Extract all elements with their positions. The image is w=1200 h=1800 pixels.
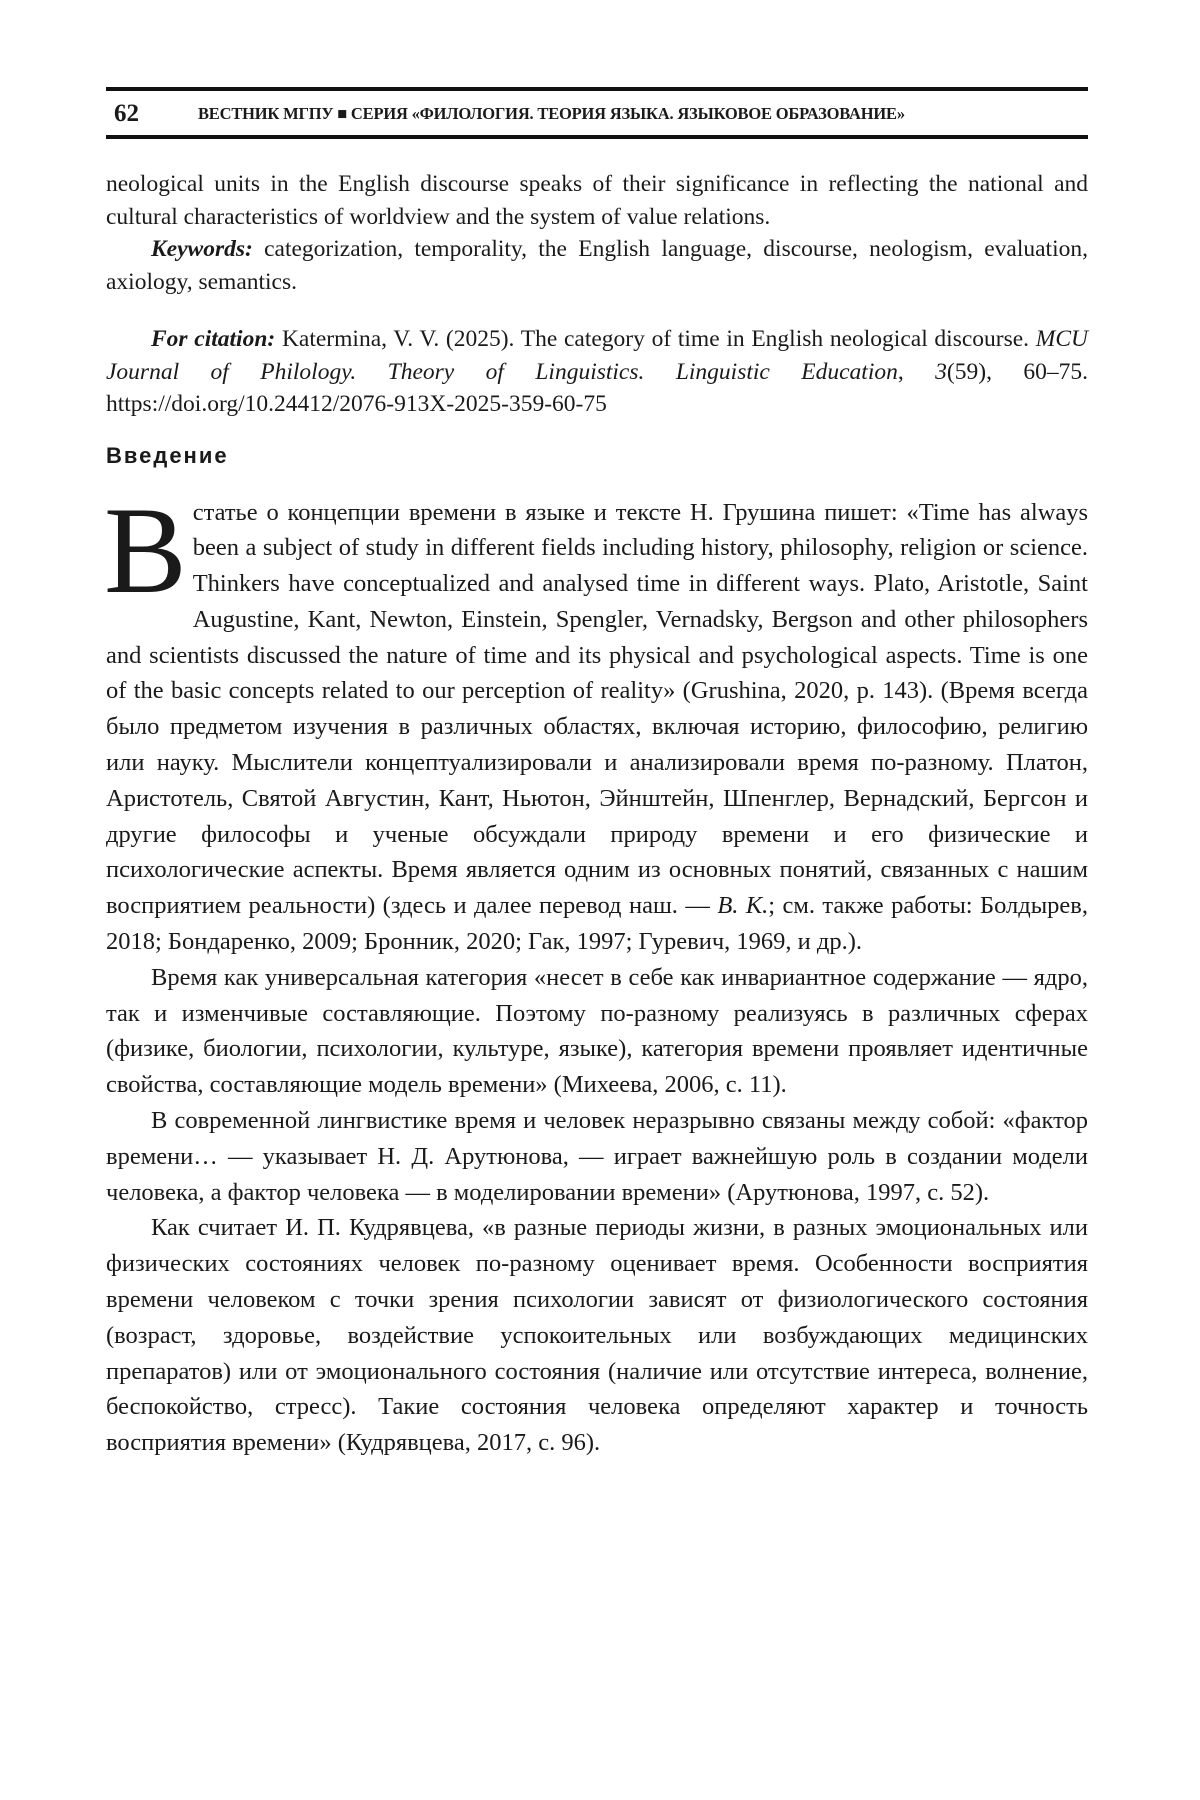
header-bottom-rule	[106, 135, 1088, 139]
citation-journal: MCU Journal of Philology. Theory of Linguistics. Linguistic Education	[106, 326, 1088, 385]
page-number: 62	[106, 100, 198, 128]
keywords	[106, 233, 1088, 298]
page-content	[106, 168, 1088, 1461]
running-header	[106, 96, 1088, 132]
paragraph-1-refs: ; см. также работы: Болдырев, 2018; Бондаренко, 2009; Бронник, 2020; Гак, 1997; Гуревич, 1969, и др.).	[106, 892, 1088, 955]
paragraph-2: Время как универсальная категория «несет в себе как инвариантное содержание — ядро, так и изменчивые составляющие. Поэтому по-разному реализуясь в различных сферах (физике, биологии, психологии, культуре, языке), категория времени проявляет идентичные свойства, составляющие модель времени» (Михеева, 2006, с. 11).	[106, 960, 1088, 1103]
abstract-end: neological units in the English discourse speaks of their significance in reflecting the national and cultural characteristics of worldview and the system of value relations.	[106, 168, 1088, 233]
citation-doi: (59), 60–75. https://doi.org/10.24412/2076-913X-2025-359-60-75	[106, 359, 1088, 418]
citation-sep: ,	[898, 359, 935, 385]
paragraph-1	[106, 495, 1088, 960]
citation	[106, 323, 1088, 421]
paragraph-1-text: статье о концепции времени в языке и тексте Н. Грушина пишет: «Time has always been a subject of study in different fields including history, philosophy, religion or science. Thinkers have conceptualized and analysed time in different ways. Plato, Aristotle, Saint Augustine, Kant, Newton, Einstein, Spengler, Vernadsky, Bergson and other philosophers and scientists discussed the nature of time and its physical and psychological aspects. Time is one of the basic concepts related to our perception of reality» (Grushina, 2020, p. 143). (Время всегда было предметом изучения в различных областях, включая историю, философию, религию или науку. Мыслители концептуализировали и анализировали время по-разному. Платон, Аристотель, Святой Августин, Кант, Ньютон, Эйнштейн, Шпенглер, Вернадский, Бергсон и другие философы и ученые обсуждали природу времени и его физические и психологические аспекты. Время является одним из основных понятий, связанных с нашим восприятием реальности) (здесь и далее перевод наш. —	[106, 499, 1088, 920]
paragraph-4: Как считает И. П. Кудрявцева, «в разные периоды жизни, в разных эмоциональных или физических состояниях человек по-разному оценивает время. Особенности восприятия времени человеком с точки зрения психологии зависят от физиологического состояния (возраст, здоровье, воздействие успокоительных или возбуждающих медицинских препаратов) или от эмоционального состояния (наличие или отсутствие интереса, волнение, беспокойство, стресс). Такие состояния человека определяют характер и точность восприятия времени» (Кудрявцева, 2017, с. 96).	[106, 1210, 1088, 1461]
citation-volume: 3	[935, 359, 947, 385]
keywords-label: Keywords:	[151, 236, 253, 262]
paragraph-3: В современной лингвистике время и человек неразрывно связаны между собой: «фактор времени… — указывает Н. Д. Арутюнова, — играет важнейшую роль в создании модели человека, а фактор человека — в моделировании времени» (Арутюнова, 1997, с. 52).	[106, 1103, 1088, 1210]
author-initials: В. К.	[717, 892, 768, 919]
keywords-text: categorization, temporality, the English language, discourse, neologism, evaluation, axiology, semantics.	[106, 236, 1088, 295]
citation-label: For citation:	[151, 326, 275, 352]
citation-text: Katermina, V. V. (2025). The category of time in English neological discourse.	[275, 326, 1036, 352]
header-top-rule	[106, 87, 1088, 91]
drop-cap: В	[104, 503, 187, 607]
journal-title: ВЕСТНИК МГПУ ■ СЕРИЯ «ФИЛОЛОГИЯ. ТЕОРИЯ ЯЗЫКА. ЯЗЫКОВОЕ ОБРАЗОВАНИЕ»	[198, 104, 905, 124]
section-title: Введение	[106, 443, 1088, 469]
